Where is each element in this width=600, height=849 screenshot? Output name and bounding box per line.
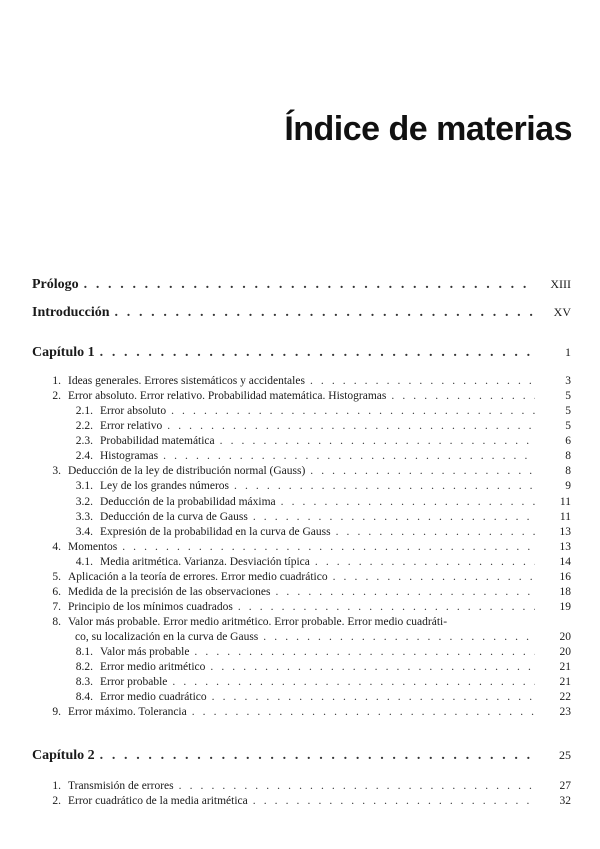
toc-section — [0, 584, 600, 600]
toc-page-number: XIII — [550, 277, 571, 291]
toc-section — [0, 704, 600, 720]
toc-section — [0, 793, 600, 809]
dot-leader — [210, 659, 535, 675]
dot-leader — [171, 403, 535, 419]
toc-section-number: 1. — [52, 780, 61, 792]
toc-entry-label: Deducción de la ley de distribución normal (Gauss) — [68, 465, 306, 477]
toc-entry-label: Error absoluto. Error relativo. Probabilidad matemática. Histogramas — [68, 390, 387, 402]
toc-entry-label: Valor más probable. Error medio aritmético. Error probable. Error medio cuadráti- — [68, 616, 448, 628]
toc-subsection — [0, 433, 600, 449]
dot-leader — [333, 569, 535, 585]
toc-entry-label: Media aritmética. Varianza. Desviación típica — [100, 556, 310, 568]
toc-chapter-heading — [0, 745, 600, 765]
toc-page-number: 8 — [565, 465, 571, 477]
dot-leader — [115, 303, 535, 323]
toc-page-number: 32 — [559, 795, 571, 807]
toc-entry-label: Expresión de la probabilidad en la curva de Gauss — [100, 526, 331, 538]
toc-entry-label: co, su localización en la curva de Gauss — [75, 631, 259, 643]
toc-subsection — [0, 403, 600, 419]
toc-section-number: 2. — [52, 795, 61, 807]
toc-page-number: 21 — [559, 676, 571, 688]
dot-leader — [192, 704, 535, 720]
dot-leader — [100, 746, 535, 766]
toc-section-number: 3.4. — [75, 526, 93, 538]
toc-section-number: 2. — [52, 390, 61, 402]
toc-section-number: 7. — [52, 601, 61, 613]
dot-leader — [167, 418, 535, 434]
toc-section-number: 2.1. — [75, 405, 93, 417]
toc-subsection — [0, 659, 600, 675]
toc-section-number: 8. — [52, 616, 61, 628]
toc-page-number: 8 — [565, 450, 571, 462]
toc-entry-label: Ley de los grandes números — [100, 480, 230, 492]
toc-section — [0, 463, 600, 479]
toc-page-number: 16 — [559, 571, 571, 583]
dot-leader — [315, 554, 535, 570]
toc-section-number: 3. — [52, 465, 61, 477]
dot-leader — [238, 599, 535, 615]
dot-leader — [253, 793, 535, 809]
toc-section-number: 4.1. — [75, 556, 93, 568]
dot-leader — [84, 275, 535, 295]
dot-leader — [179, 778, 535, 794]
toc-section-number: 3.1. — [75, 480, 93, 492]
toc-chapter-heading — [0, 342, 600, 362]
toc-entry-label: Deducción de la curva de Gauss — [100, 511, 248, 523]
toc-page-number: 21 — [559, 661, 571, 673]
toc-page-number: 20 — [559, 646, 571, 658]
toc-page-number: 27 — [559, 780, 571, 792]
dot-leader — [310, 463, 535, 479]
toc-entry-label: Ideas generales. Errores sistemáticos y accidentales — [68, 375, 305, 387]
toc-section-number: 8.3. — [75, 676, 93, 688]
toc-page-number: 9 — [565, 480, 571, 492]
dot-leader — [253, 509, 535, 525]
toc-entry-label: Histogramas — [100, 450, 159, 462]
dot-leader — [194, 644, 535, 660]
toc-section-number: 3.2. — [75, 496, 93, 508]
toc-section-number: 2.2. — [75, 420, 93, 432]
toc-page-number: 13 — [559, 526, 571, 538]
dot-leader — [172, 674, 535, 690]
toc-entry-label: Transmisión de errores — [68, 780, 174, 792]
toc-entry-label: Error absoluto — [100, 405, 167, 417]
toc-subsection — [0, 494, 600, 510]
toc-entry-introduccion — [0, 302, 600, 322]
toc-section-number: 1. — [52, 375, 61, 387]
toc-section-number: 8.2. — [75, 661, 93, 673]
toc-subsection — [0, 418, 600, 434]
toc-page-number: 3 — [565, 375, 571, 387]
toc-subsection — [0, 674, 600, 690]
toc-section — [0, 539, 600, 555]
toc-section-number: 2.4. — [75, 450, 93, 462]
toc-entry-label: Principio de los mínimos cuadrados — [68, 601, 233, 613]
toc-section-number: 8.1. — [75, 646, 93, 658]
toc-page-number: 5 — [565, 390, 571, 402]
toc-page-number: 19 — [559, 601, 571, 613]
toc-page-number: 5 — [565, 420, 571, 432]
toc-entry-label: Deducción de la probabilidad máxima — [100, 496, 276, 508]
toc-page-number: 11 — [559, 496, 571, 508]
dot-leader — [163, 448, 535, 464]
toc-page-number: 1 — [565, 345, 571, 359]
toc-entry-label: Introducción — [32, 305, 110, 320]
dot-leader — [122, 539, 535, 555]
toc-section-number: 4. — [52, 541, 61, 553]
toc-page-number: 20 — [559, 631, 571, 643]
toc-section — [0, 388, 600, 404]
toc-page-number: 18 — [559, 586, 571, 598]
toc-entry-label: Aplicación a la teoría de errores. Error medio cuadrático — [68, 571, 328, 583]
toc-entry-label: Valor más probable — [100, 646, 190, 658]
toc-entry-label: Probabilidad matemática — [100, 435, 215, 447]
toc-entry-label: Error cuadrático de la media aritmética — [68, 795, 248, 807]
dot-leader — [234, 478, 535, 494]
toc-subsection — [0, 554, 600, 570]
toc-page-number: XV — [553, 305, 571, 319]
toc-section-number: 8.4. — [75, 691, 93, 703]
toc-entry-label: Medida de la precisión de las observaciones — [68, 586, 271, 598]
dot-leader — [281, 494, 535, 510]
toc-entry-label: Error probable — [100, 676, 168, 688]
toc-section-number: 2.3. — [75, 435, 93, 447]
toc-entry-label: Error relativo — [100, 420, 163, 432]
toc-section — [0, 599, 600, 615]
toc-section — [0, 569, 600, 585]
dot-leader — [391, 388, 535, 404]
toc-entry-label: Prólogo — [32, 277, 79, 292]
toc-entry-prologo — [0, 274, 600, 294]
toc-section — [0, 778, 600, 794]
dot-leader — [263, 629, 535, 645]
toc-entry-label: Momentos — [68, 541, 118, 553]
toc-section — [0, 614, 600, 630]
dot-leader — [275, 584, 535, 600]
toc-section-continuation — [0, 629, 600, 645]
toc-entry-label: Capítulo 1 — [32, 345, 95, 360]
toc-subsection — [0, 448, 600, 464]
toc-page-number: 11 — [559, 511, 571, 523]
toc-subsection — [0, 509, 600, 525]
toc-section-number: 6. — [52, 586, 61, 598]
toc-page-number: 6 — [565, 435, 571, 447]
toc-page-number: 23 — [559, 706, 571, 718]
toc-page-number: 13 — [559, 541, 571, 553]
toc-entry-label: Capítulo 2 — [32, 748, 95, 763]
toc-page-number: 25 — [559, 748, 571, 762]
dot-leader — [336, 524, 535, 540]
toc-subsection — [0, 644, 600, 660]
toc-page-number: 5 — [565, 405, 571, 417]
dot-leader — [100, 343, 535, 363]
page-title: Índice de materias — [284, 110, 572, 148]
toc-subsection — [0, 478, 600, 494]
toc-section-number: 9. — [52, 706, 61, 718]
toc-subsection — [0, 689, 600, 705]
dot-leader — [212, 689, 535, 705]
toc-entry-label: Error máximo. Tolerancia — [68, 706, 187, 718]
toc-section-number: 3.3. — [75, 511, 93, 523]
toc-page-number: 22 — [559, 691, 571, 703]
toc-section — [0, 373, 600, 389]
dot-leader — [310, 373, 535, 389]
dot-leader — [220, 433, 535, 449]
toc-entry-label: Error medio aritmético — [100, 661, 206, 673]
toc-subsection — [0, 524, 600, 540]
toc-entry-label: Error medio cuadrático — [100, 691, 207, 703]
toc-page-number: 14 — [559, 556, 571, 568]
toc-section-number: 5. — [52, 571, 61, 583]
